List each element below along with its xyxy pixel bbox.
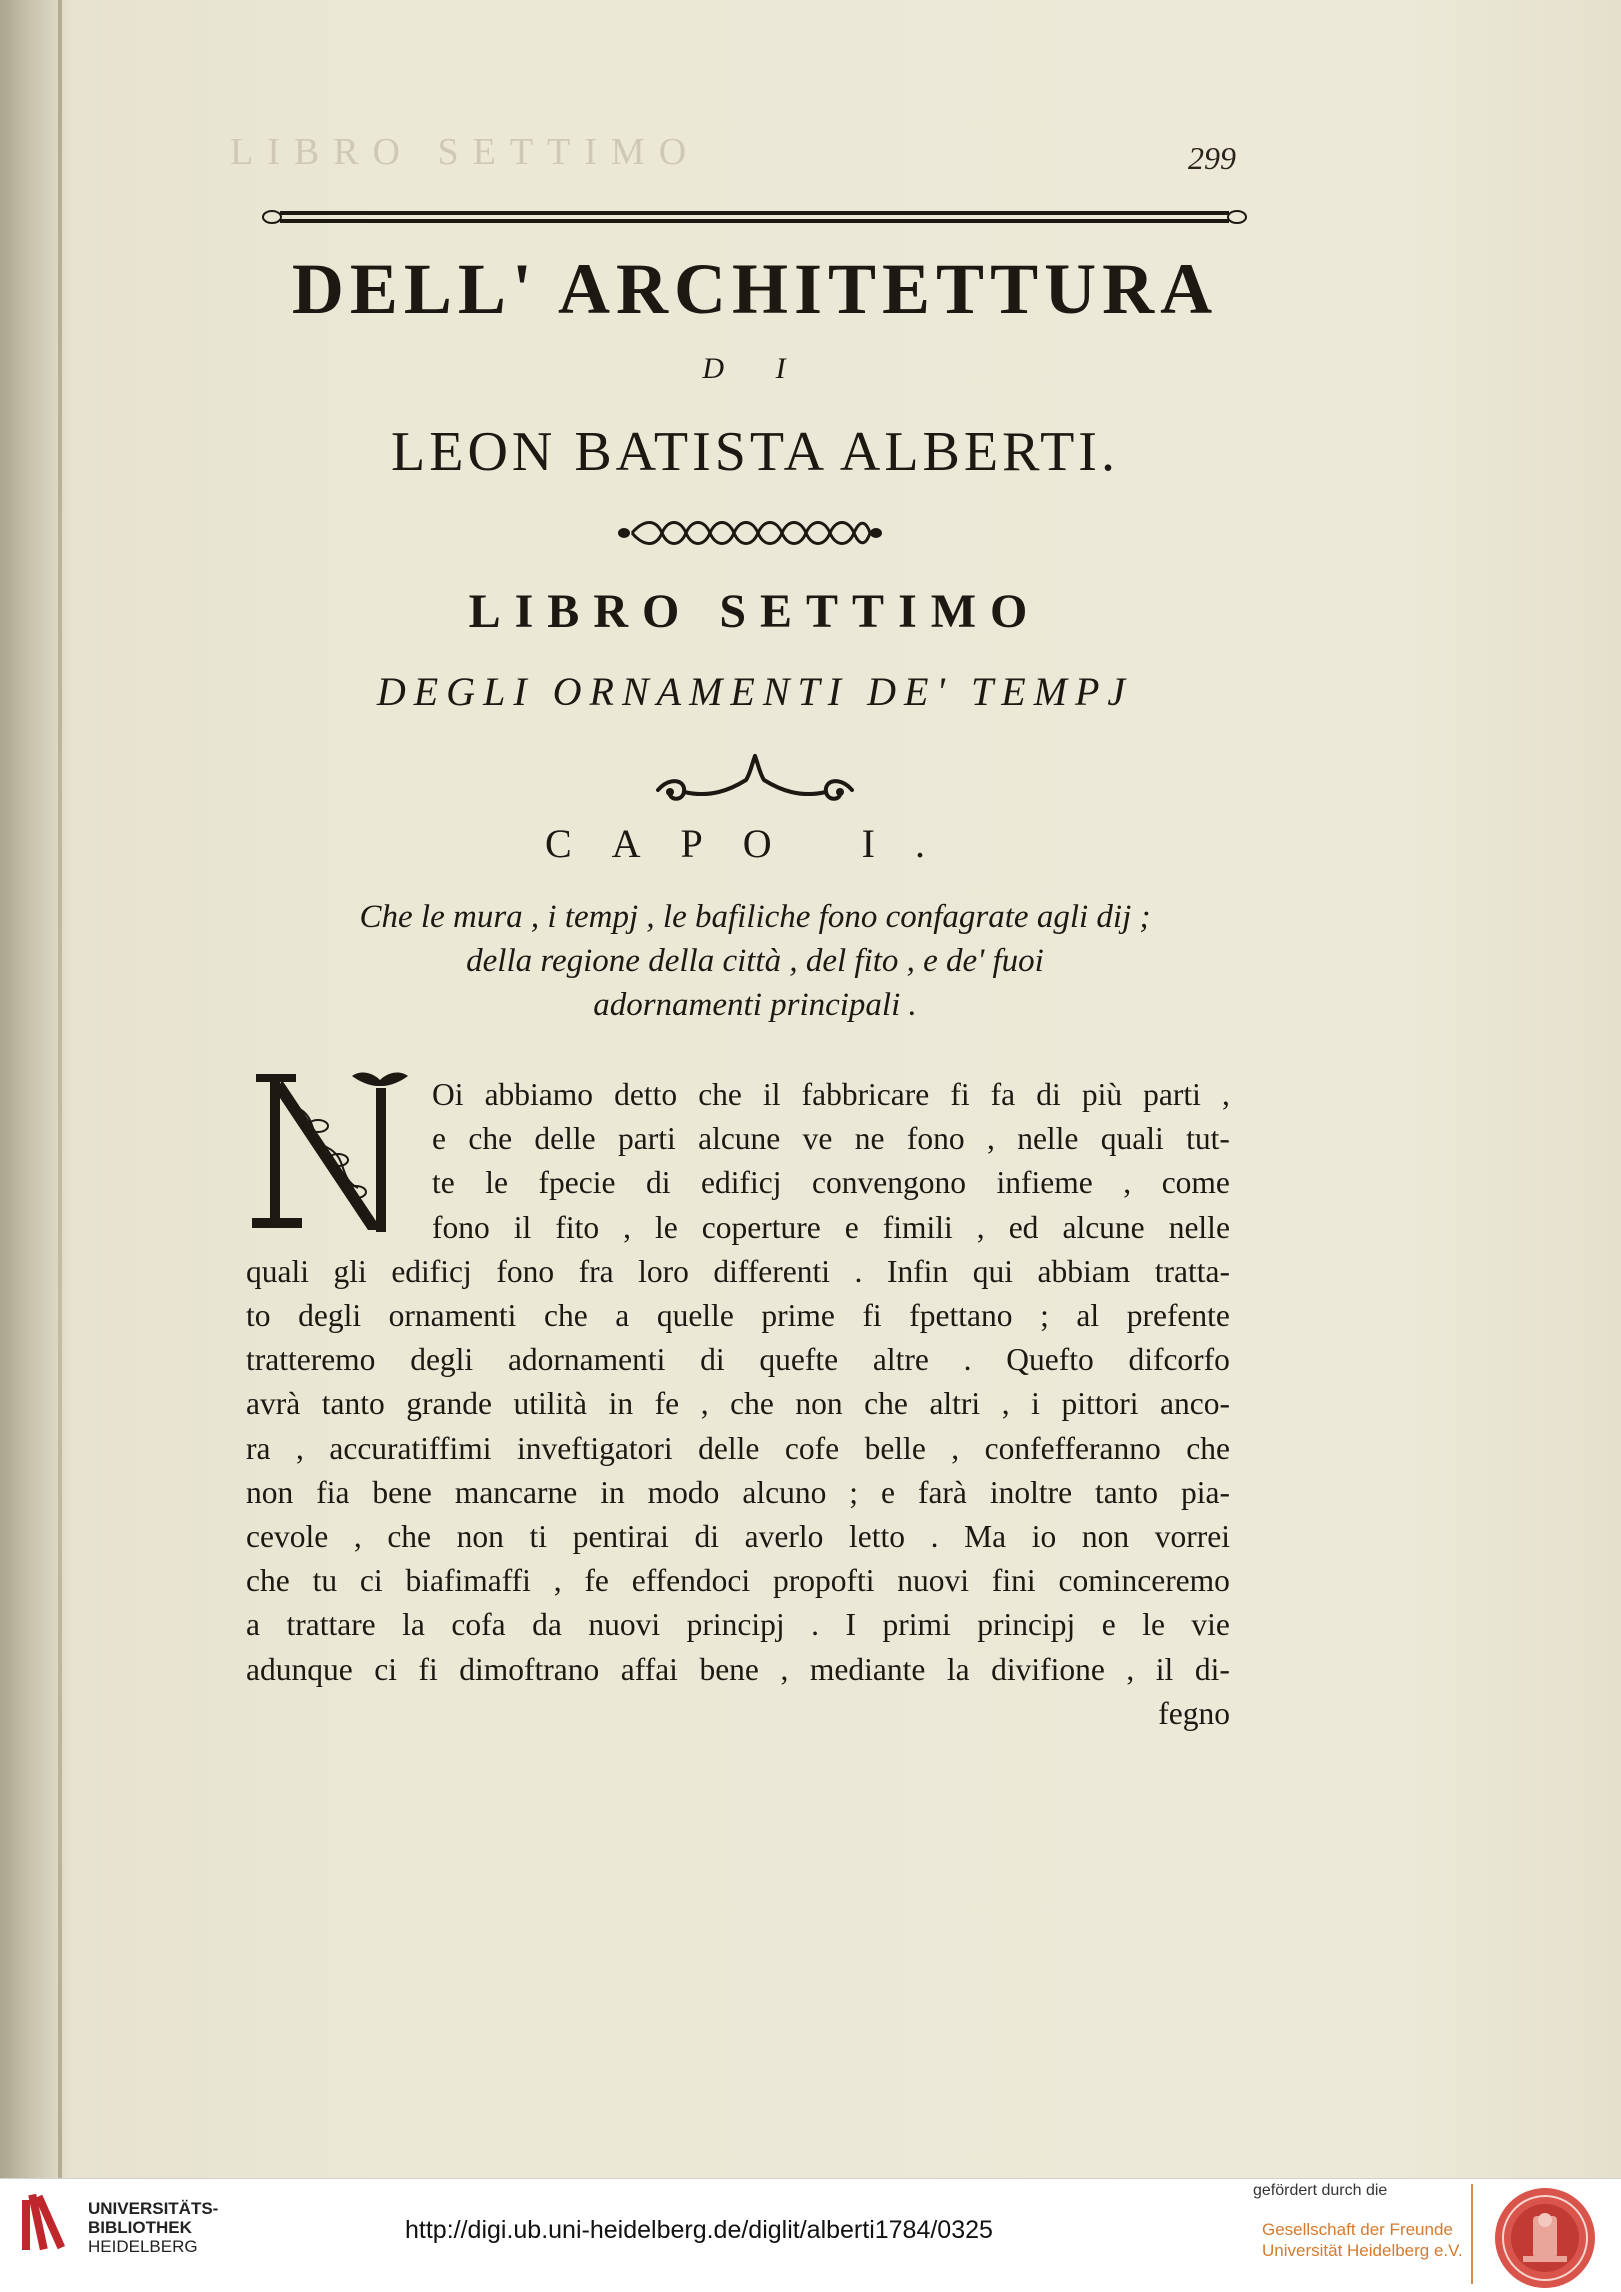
library-name-line: UNIVERSITÄTS- bbox=[88, 2199, 219, 2218]
library-name-line: HEIDELBERG bbox=[88, 2237, 198, 2256]
funder-divider bbox=[1471, 2184, 1473, 2284]
funded-by-label: gefördert durch die bbox=[1253, 2182, 1388, 2199]
text-line: ra , accuratiffimi inveftigatori delle cofe belle , confefferanno che bbox=[246, 1430, 1230, 1466]
text-line: quali gli edificj fono fra loro differenti . Infin qui abbiam tratta- bbox=[246, 1253, 1230, 1289]
summary-line: Che le mura , i tempj , le bafiliche fono confagrate agli dij ; bbox=[359, 899, 1151, 935]
text-line: a trattare la cofa da nuovi principj . I primi principj e le vie bbox=[246, 1607, 1230, 1643]
text-line: Oi abbiamo detto che il fabbricare fi fa di più parti , bbox=[432, 1077, 1230, 1112]
body-text bbox=[246, 1073, 1230, 1736]
university-seal-icon[interactable] bbox=[1493, 2186, 1597, 2290]
flourish-ornament bbox=[650, 750, 860, 806]
library-name[interactable] bbox=[88, 2199, 218, 2256]
catchword: fegno bbox=[1158, 1695, 1230, 1731]
funder-name-line: Universität Heidelberg e.V. bbox=[1262, 2241, 1463, 2260]
funder-name-line: Gesellschaft der Freunde bbox=[1262, 2220, 1453, 2239]
text-line: fono il fito , le coperture e fimili , ed alcune nelle bbox=[432, 1209, 1230, 1245]
page-number: 299 bbox=[1188, 140, 1236, 176]
title-di: D I bbox=[702, 352, 808, 385]
summary-line: della regione della città , del fito , e de' fuoi bbox=[466, 943, 1044, 979]
chapter-summary bbox=[250, 895, 1260, 1027]
text-line: te le fpecie di edificj convengono infieme , come bbox=[432, 1165, 1230, 1201]
author-name: LEON BATISTA ALBERTI. bbox=[391, 421, 1119, 483]
bleed-through-text: LIBRO SETTIMO bbox=[230, 131, 701, 173]
chapter-heading: CAPO I. bbox=[544, 821, 966, 866]
book-title: LIBRO SETTIMO bbox=[468, 585, 1042, 638]
header-rule bbox=[262, 205, 1247, 229]
university-library-logo[interactable] bbox=[18, 2190, 68, 2260]
text-line: e che delle parti alcune ve ne fono , nelle quali tut- bbox=[432, 1121, 1230, 1157]
text-line: tratteremo degli adornamenti di quefte altre . Quefto difcorfo bbox=[246, 1342, 1230, 1378]
text-line: adunque ci fi dimoftrano affai bene , mediante la divifione , il di- bbox=[246, 1651, 1230, 1687]
ornament-band bbox=[616, 515, 884, 551]
text-line: to degli ornamenti che a quelle prime fi fpettano ; al prefente bbox=[246, 1298, 1230, 1334]
book-spine-edge bbox=[58, 0, 62, 2178]
text-line: cevole , che non ti pentirai di averlo letto . Ma io non vorrei bbox=[246, 1519, 1230, 1555]
library-name-line: BIBLIOTHEK bbox=[88, 2218, 192, 2237]
book-subtitle: DEGLI ORNAMENTI DE' TEMPJ bbox=[376, 669, 1134, 714]
summary-line: adornamenti principali . bbox=[593, 987, 917, 1023]
permalink-url[interactable]: http://digi.ub.uni-heidelberg.de/diglit/alberti1784/0325 bbox=[405, 2216, 993, 2244]
work-title: DELL' ARCHITETTURA bbox=[291, 249, 1219, 329]
text-line: che tu ci biafimaffi , fe effendoci propofti nuovi fini cominceremo bbox=[246, 1563, 1230, 1599]
text-line: non fia bene mancarne in modo alcuno ; e farà inoltre tanto pia- bbox=[246, 1474, 1230, 1510]
text-line: avrà tanto grande utilità in fe , che non che altri , i pittori anco- bbox=[246, 1386, 1230, 1422]
funder-name[interactable] bbox=[1262, 2219, 1463, 2261]
